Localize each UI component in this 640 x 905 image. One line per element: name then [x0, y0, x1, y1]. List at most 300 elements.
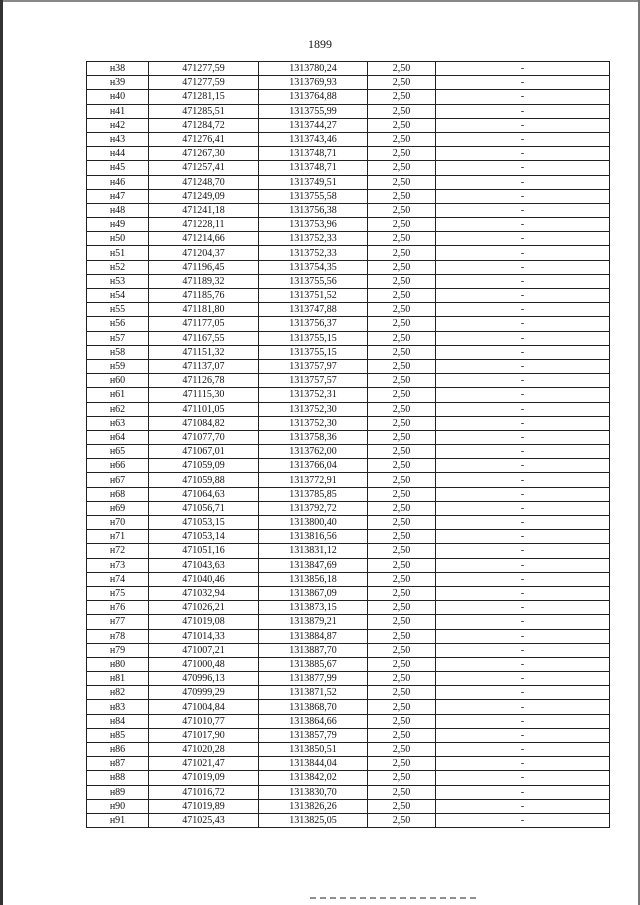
accuracy-cell: 2,50 — [368, 90, 436, 104]
accuracy-cell: 2,50 — [368, 544, 436, 558]
table-row — [87, 331, 610, 345]
note-cell: - — [436, 757, 610, 771]
scan-edge-top — [0, 0, 640, 2]
point-id-cell: н57 — [87, 331, 149, 345]
point-id-cell: н46 — [87, 175, 149, 189]
point-id-cell: н69 — [87, 501, 149, 515]
x-coordinate-cell: 470996,13 — [149, 672, 259, 686]
x-coordinate-cell: 471084,82 — [149, 416, 259, 430]
point-id-cell: н68 — [87, 487, 149, 501]
table-row — [87, 303, 610, 317]
coordinates-table-body — [87, 62, 610, 828]
accuracy-cell: 2,50 — [368, 459, 436, 473]
accuracy-cell: 2,50 — [368, 246, 436, 260]
y-coordinate-cell: 1313755,58 — [259, 189, 368, 203]
x-coordinate-cell: 471019,08 — [149, 615, 259, 629]
y-coordinate-cell: 1313884,87 — [259, 629, 368, 643]
x-coordinate-cell: 471025,43 — [149, 813, 259, 827]
x-coordinate-cell: 471257,41 — [149, 161, 259, 175]
accuracy-cell: 2,50 — [368, 203, 436, 217]
point-id-cell: н44 — [87, 147, 149, 161]
note-cell: - — [436, 331, 610, 345]
table-row — [87, 629, 610, 643]
x-coordinate-cell: 471277,59 — [149, 76, 259, 90]
note-cell: - — [436, 175, 610, 189]
accuracy-cell: 2,50 — [368, 501, 436, 515]
accuracy-cell: 2,50 — [368, 175, 436, 189]
accuracy-cell: 2,50 — [368, 799, 436, 813]
y-coordinate-cell: 1313752,33 — [259, 246, 368, 260]
table-row — [87, 657, 610, 671]
table-row — [87, 700, 610, 714]
note-cell: - — [436, 374, 610, 388]
point-id-cell: н88 — [87, 771, 149, 785]
x-coordinate-cell: 471185,76 — [149, 289, 259, 303]
accuracy-cell: 2,50 — [368, 260, 436, 274]
accuracy-cell: 2,50 — [368, 657, 436, 671]
table-row — [87, 445, 610, 459]
accuracy-cell: 2,50 — [368, 757, 436, 771]
accuracy-cell: 2,50 — [368, 118, 436, 132]
table-row — [87, 345, 610, 359]
accuracy-cell: 2,50 — [368, 359, 436, 373]
footer-scan-artifact — [310, 897, 480, 899]
accuracy-cell: 2,50 — [368, 771, 436, 785]
table-row — [87, 799, 610, 813]
y-coordinate-cell: 1313873,15 — [259, 601, 368, 615]
table-row — [87, 530, 610, 544]
note-cell: - — [436, 76, 610, 90]
y-coordinate-cell: 1313847,69 — [259, 558, 368, 572]
y-coordinate-cell: 1313751,52 — [259, 289, 368, 303]
note-cell: - — [436, 189, 610, 203]
note-cell: - — [436, 686, 610, 700]
accuracy-cell: 2,50 — [368, 615, 436, 629]
note-cell: - — [436, 487, 610, 501]
x-coordinate-cell: 471181,80 — [149, 303, 259, 317]
accuracy-cell: 2,50 — [368, 714, 436, 728]
table-row — [87, 388, 610, 402]
point-id-cell: н73 — [87, 558, 149, 572]
accuracy-cell: 2,50 — [368, 558, 436, 572]
point-id-cell: н91 — [87, 813, 149, 827]
x-coordinate-cell: 471167,55 — [149, 331, 259, 345]
note-cell: - — [436, 785, 610, 799]
point-id-cell: н53 — [87, 274, 149, 288]
x-coordinate-cell: 471284,72 — [149, 118, 259, 132]
point-id-cell: н63 — [87, 416, 149, 430]
y-coordinate-cell: 1313752,30 — [259, 416, 368, 430]
table-row — [87, 501, 610, 515]
x-coordinate-cell: 471043,63 — [149, 558, 259, 572]
accuracy-cell: 2,50 — [368, 473, 436, 487]
point-id-cell: н75 — [87, 586, 149, 600]
point-id-cell: н76 — [87, 601, 149, 615]
table-row — [87, 246, 610, 260]
point-id-cell: н60 — [87, 374, 149, 388]
point-id-cell: н64 — [87, 430, 149, 444]
table-row — [87, 402, 610, 416]
x-coordinate-cell: 471020,28 — [149, 743, 259, 757]
note-cell: - — [436, 345, 610, 359]
x-coordinate-cell: 471137,07 — [149, 359, 259, 373]
note-cell: - — [436, 416, 610, 430]
point-id-cell: н71 — [87, 530, 149, 544]
y-coordinate-cell: 1313769,93 — [259, 76, 368, 90]
point-id-cell: н84 — [87, 714, 149, 728]
point-id-cell: н59 — [87, 359, 149, 373]
table-row — [87, 374, 610, 388]
accuracy-cell: 2,50 — [368, 232, 436, 246]
point-id-cell: н82 — [87, 686, 149, 700]
note-cell: - — [436, 402, 610, 416]
y-coordinate-cell: 1313816,56 — [259, 530, 368, 544]
y-coordinate-cell: 1313785,85 — [259, 487, 368, 501]
point-id-cell: н51 — [87, 246, 149, 260]
x-coordinate-cell: 470999,29 — [149, 686, 259, 700]
accuracy-cell: 2,50 — [368, 76, 436, 90]
point-id-cell: н80 — [87, 657, 149, 671]
table-row — [87, 813, 610, 827]
x-coordinate-cell: 471077,70 — [149, 430, 259, 444]
y-coordinate-cell: 1313748,71 — [259, 161, 368, 175]
note-cell: - — [436, 530, 610, 544]
y-coordinate-cell: 1313780,24 — [259, 62, 368, 76]
y-coordinate-cell: 1313752,33 — [259, 232, 368, 246]
y-coordinate-cell: 1313762,00 — [259, 445, 368, 459]
point-id-cell: н54 — [87, 289, 149, 303]
x-coordinate-cell: 471285,51 — [149, 104, 259, 118]
note-cell: - — [436, 813, 610, 827]
point-id-cell: н43 — [87, 132, 149, 146]
y-coordinate-cell: 1313758,36 — [259, 430, 368, 444]
table-row — [87, 714, 610, 728]
table-row — [87, 487, 610, 501]
y-coordinate-cell: 1313764,88 — [259, 90, 368, 104]
y-coordinate-cell: 1313864,66 — [259, 714, 368, 728]
note-cell: - — [436, 246, 610, 260]
y-coordinate-cell: 1313743,46 — [259, 132, 368, 146]
x-coordinate-cell: 471064,63 — [149, 487, 259, 501]
accuracy-cell: 2,50 — [368, 416, 436, 430]
x-coordinate-cell: 471016,72 — [149, 785, 259, 799]
y-coordinate-cell: 1313830,70 — [259, 785, 368, 799]
accuracy-cell: 2,50 — [368, 672, 436, 686]
point-id-cell: н90 — [87, 799, 149, 813]
note-cell: - — [436, 104, 610, 118]
note-cell: - — [436, 161, 610, 175]
point-id-cell: н78 — [87, 629, 149, 643]
table-row — [87, 189, 610, 203]
table-row — [87, 218, 610, 232]
point-id-cell: н61 — [87, 388, 149, 402]
x-coordinate-cell: 471019,09 — [149, 771, 259, 785]
note-cell: - — [436, 203, 610, 217]
table-row — [87, 572, 610, 586]
x-coordinate-cell: 471101,05 — [149, 402, 259, 416]
table-row — [87, 132, 610, 146]
point-id-cell: н49 — [87, 218, 149, 232]
y-coordinate-cell: 1313753,96 — [259, 218, 368, 232]
table-row — [87, 76, 610, 90]
y-coordinate-cell: 1313754,35 — [259, 260, 368, 274]
table-row — [87, 771, 610, 785]
note-cell: - — [436, 388, 610, 402]
note-cell: - — [436, 62, 610, 76]
note-cell: - — [436, 516, 610, 530]
note-cell: - — [436, 445, 610, 459]
table-row — [87, 672, 610, 686]
note-cell: - — [436, 118, 610, 132]
note-cell: - — [436, 147, 610, 161]
x-coordinate-cell: 471026,21 — [149, 601, 259, 615]
accuracy-cell: 2,50 — [368, 104, 436, 118]
x-coordinate-cell: 471196,45 — [149, 260, 259, 274]
x-coordinate-cell: 471277,59 — [149, 62, 259, 76]
accuracy-cell: 2,50 — [368, 331, 436, 345]
x-coordinate-cell: 471151,32 — [149, 345, 259, 359]
note-cell: - — [436, 359, 610, 373]
x-coordinate-cell: 471040,46 — [149, 572, 259, 586]
table-row — [87, 161, 610, 175]
table-row — [87, 203, 610, 217]
accuracy-cell: 2,50 — [368, 530, 436, 544]
accuracy-cell: 2,50 — [368, 743, 436, 757]
accuracy-cell: 2,50 — [368, 643, 436, 657]
point-id-cell: н86 — [87, 743, 149, 757]
note-cell: - — [436, 473, 610, 487]
table-row — [87, 728, 610, 742]
y-coordinate-cell: 1313744,27 — [259, 118, 368, 132]
y-coordinate-cell: 1313867,09 — [259, 586, 368, 600]
x-coordinate-cell: 471267,30 — [149, 147, 259, 161]
y-coordinate-cell: 1313887,70 — [259, 643, 368, 657]
table-row — [87, 274, 610, 288]
note-cell: - — [436, 274, 610, 288]
note-cell: - — [436, 771, 610, 785]
accuracy-cell: 2,50 — [368, 317, 436, 331]
note-cell: - — [436, 714, 610, 728]
note-cell: - — [436, 586, 610, 600]
table-row — [87, 416, 610, 430]
table-row — [87, 558, 610, 572]
y-coordinate-cell: 1313871,52 — [259, 686, 368, 700]
point-id-cell: н45 — [87, 161, 149, 175]
point-id-cell: н67 — [87, 473, 149, 487]
note-cell: - — [436, 558, 610, 572]
accuracy-cell: 2,50 — [368, 601, 436, 615]
table-row — [87, 232, 610, 246]
accuracy-cell: 2,50 — [368, 785, 436, 799]
y-coordinate-cell: 1313748,71 — [259, 147, 368, 161]
y-coordinate-cell: 1313752,30 — [259, 402, 368, 416]
point-id-cell: н62 — [87, 402, 149, 416]
point-id-cell: н50 — [87, 232, 149, 246]
accuracy-cell: 2,50 — [368, 813, 436, 827]
point-id-cell: н83 — [87, 700, 149, 714]
note-cell: - — [436, 289, 610, 303]
x-coordinate-cell: 471004,84 — [149, 700, 259, 714]
x-coordinate-cell: 471241,18 — [149, 203, 259, 217]
y-coordinate-cell: 1313755,99 — [259, 104, 368, 118]
note-cell: - — [436, 799, 610, 813]
table-row — [87, 359, 610, 373]
note-cell: - — [436, 643, 610, 657]
note-cell: - — [436, 132, 610, 146]
note-cell: - — [436, 317, 610, 331]
y-coordinate-cell: 1313826,26 — [259, 799, 368, 813]
table-row — [87, 615, 610, 629]
y-coordinate-cell: 1313755,56 — [259, 274, 368, 288]
point-id-cell: н41 — [87, 104, 149, 118]
table-row — [87, 586, 610, 600]
point-id-cell: н65 — [87, 445, 149, 459]
x-coordinate-cell: 471115,30 — [149, 388, 259, 402]
table-row — [87, 118, 610, 132]
x-coordinate-cell: 471021,47 — [149, 757, 259, 771]
y-coordinate-cell: 1313842,02 — [259, 771, 368, 785]
y-coordinate-cell: 1313844,04 — [259, 757, 368, 771]
accuracy-cell: 2,50 — [368, 700, 436, 714]
y-coordinate-cell: 1313850,51 — [259, 743, 368, 757]
y-coordinate-cell: 1313749,51 — [259, 175, 368, 189]
accuracy-cell: 2,50 — [368, 289, 436, 303]
table-row — [87, 90, 610, 104]
y-coordinate-cell: 1313879,21 — [259, 615, 368, 629]
accuracy-cell: 2,50 — [368, 516, 436, 530]
table-row — [87, 785, 610, 799]
table-row — [87, 516, 610, 530]
x-coordinate-cell: 471000,48 — [149, 657, 259, 671]
accuracy-cell: 2,50 — [368, 586, 436, 600]
y-coordinate-cell: 1313868,70 — [259, 700, 368, 714]
accuracy-cell: 2,50 — [368, 402, 436, 416]
table-row — [87, 459, 610, 473]
note-cell: - — [436, 601, 610, 615]
accuracy-cell: 2,50 — [368, 62, 436, 76]
accuracy-cell: 2,50 — [368, 218, 436, 232]
table-row — [87, 175, 610, 189]
note-cell: - — [436, 672, 610, 686]
table-row — [87, 544, 610, 558]
y-coordinate-cell: 1313825,05 — [259, 813, 368, 827]
note-cell: - — [436, 90, 610, 104]
accuracy-cell: 2,50 — [368, 445, 436, 459]
point-id-cell: н81 — [87, 672, 149, 686]
table-row — [87, 430, 610, 444]
accuracy-cell: 2,50 — [368, 430, 436, 444]
coordinates-table — [86, 61, 610, 828]
x-coordinate-cell: 471126,78 — [149, 374, 259, 388]
table-row — [87, 743, 610, 757]
x-coordinate-cell: 471281,15 — [149, 90, 259, 104]
accuracy-cell: 2,50 — [368, 572, 436, 586]
accuracy-cell: 2,50 — [368, 274, 436, 288]
table-row — [87, 601, 610, 615]
accuracy-cell: 2,50 — [368, 132, 436, 146]
table-row — [87, 104, 610, 118]
x-coordinate-cell: 471059,88 — [149, 473, 259, 487]
point-id-cell: н39 — [87, 76, 149, 90]
note-cell: - — [436, 459, 610, 473]
y-coordinate-cell: 1313772,91 — [259, 473, 368, 487]
y-coordinate-cell: 1313756,38 — [259, 203, 368, 217]
y-coordinate-cell: 1313792,72 — [259, 501, 368, 515]
note-cell: - — [436, 657, 610, 671]
accuracy-cell: 2,50 — [368, 345, 436, 359]
accuracy-cell: 2,50 — [368, 374, 436, 388]
x-coordinate-cell: 471056,71 — [149, 501, 259, 515]
accuracy-cell: 2,50 — [368, 388, 436, 402]
note-cell: - — [436, 544, 610, 558]
note-cell: - — [436, 615, 610, 629]
table-row — [87, 757, 610, 771]
accuracy-cell: 2,50 — [368, 303, 436, 317]
x-coordinate-cell: 471276,41 — [149, 132, 259, 146]
note-cell: - — [436, 430, 610, 444]
point-id-cell: н52 — [87, 260, 149, 274]
x-coordinate-cell: 471014,33 — [149, 629, 259, 643]
y-coordinate-cell: 1313755,15 — [259, 331, 368, 345]
point-id-cell: н85 — [87, 728, 149, 742]
table-row — [87, 260, 610, 274]
x-coordinate-cell: 471007,21 — [149, 643, 259, 657]
x-coordinate-cell: 471053,15 — [149, 516, 259, 530]
y-coordinate-cell: 1313747,88 — [259, 303, 368, 317]
note-cell: - — [436, 728, 610, 742]
point-id-cell: н56 — [87, 317, 149, 331]
note-cell: - — [436, 572, 610, 586]
note-cell: - — [436, 501, 610, 515]
y-coordinate-cell: 1313877,99 — [259, 672, 368, 686]
x-coordinate-cell: 471067,01 — [149, 445, 259, 459]
x-coordinate-cell: 471017,90 — [149, 728, 259, 742]
y-coordinate-cell: 1313856,18 — [259, 572, 368, 586]
point-id-cell: н58 — [87, 345, 149, 359]
note-cell: - — [436, 218, 610, 232]
point-id-cell: н70 — [87, 516, 149, 530]
x-coordinate-cell: 471032,94 — [149, 586, 259, 600]
accuracy-cell: 2,50 — [368, 189, 436, 203]
note-cell: - — [436, 260, 610, 274]
y-coordinate-cell: 1313756,37 — [259, 317, 368, 331]
y-coordinate-cell: 1313766,04 — [259, 459, 368, 473]
point-id-cell: н74 — [87, 572, 149, 586]
accuracy-cell: 2,50 — [368, 728, 436, 742]
table-row — [87, 643, 610, 657]
accuracy-cell: 2,50 — [368, 487, 436, 501]
point-id-cell: н66 — [87, 459, 149, 473]
accuracy-cell: 2,50 — [368, 686, 436, 700]
y-coordinate-cell: 1313752,31 — [259, 388, 368, 402]
note-cell: - — [436, 700, 610, 714]
x-coordinate-cell: 471019,89 — [149, 799, 259, 813]
accuracy-cell: 2,50 — [368, 147, 436, 161]
y-coordinate-cell: 1313757,97 — [259, 359, 368, 373]
y-coordinate-cell: 1313800,40 — [259, 516, 368, 530]
y-coordinate-cell: 1313857,79 — [259, 728, 368, 742]
y-coordinate-cell: 1313757,57 — [259, 374, 368, 388]
y-coordinate-cell: 1313831,12 — [259, 544, 368, 558]
table-row — [87, 686, 610, 700]
point-id-cell: н38 — [87, 62, 149, 76]
y-coordinate-cell: 1313755,15 — [259, 345, 368, 359]
note-cell: - — [436, 303, 610, 317]
note-cell: - — [436, 743, 610, 757]
point-id-cell: н48 — [87, 203, 149, 217]
scan-edge-left — [0, 0, 3, 905]
y-coordinate-cell: 1313885,67 — [259, 657, 368, 671]
